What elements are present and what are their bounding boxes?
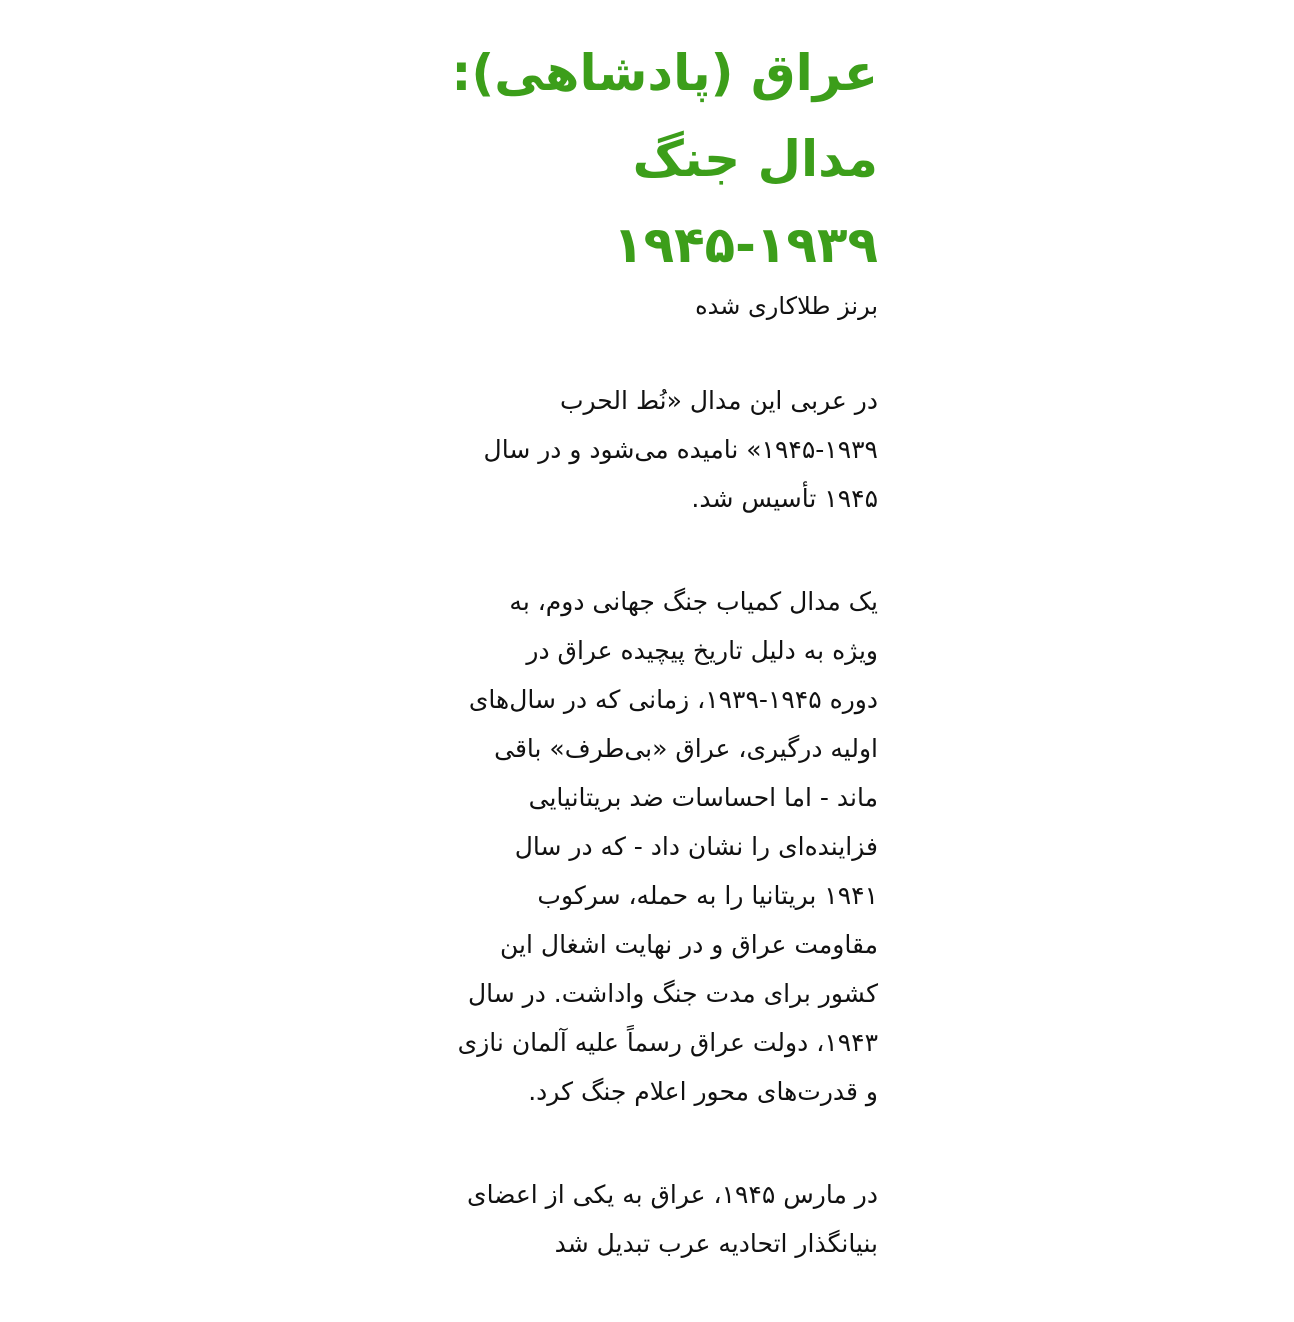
text-line: در مارس ۱۹۴۵، عراق به یکی از اعضای xyxy=(467,1180,878,1209)
paragraph-arab-league xyxy=(426,1170,878,1268)
text-line: ویژه به دلیل تاریخ پیچیده عراق در xyxy=(526,636,878,665)
paragraph-history xyxy=(426,577,878,1116)
text-line: یک مدال کمیاب جنگ جهانی دوم، به xyxy=(509,587,878,616)
article xyxy=(426,30,878,1322)
paragraph-arabic-name xyxy=(426,376,878,523)
text-line: ۱۹۴۱ بریتانیا را به حمله، سرکوب xyxy=(537,881,878,910)
text-line: در عربی این مدال «نُط الحرب xyxy=(559,386,878,415)
text-line: ۱۹۴۵-۱۹۳۹» نامیده می‌شود و در سال xyxy=(483,435,878,464)
text-line: فزاینده‌ای را نشان داد - که در سال xyxy=(514,832,878,861)
title-line-medal: مدال جنگ xyxy=(632,130,878,188)
text-line: ۱۹۴۵ تأسیس شد. xyxy=(691,484,878,513)
page-title xyxy=(426,30,878,288)
text-line: و قدرت‌های محور اعلام جنگ کرد. xyxy=(528,1077,878,1106)
material-subtitle: برنز طلاکاری شده xyxy=(695,292,878,320)
title-line-country: عراق (پادشاهی): xyxy=(451,44,878,102)
text-line: بنیانگذار اتحادیه عرب تبدیل شد xyxy=(554,1229,878,1258)
text-line: مقاومت عراق و در نهایت اشغال این xyxy=(500,930,878,959)
text-line: ماند - اما احساسات ضد بریتانیایی xyxy=(528,783,878,812)
text-line: کشور برای مدت جنگ واداشت. در سال xyxy=(467,979,878,1008)
text-line: دوره ۱۹۴۵-۱۹۳۹، زمانی که در سال‌های xyxy=(468,685,878,714)
title-line-years: ۱۹۴۵-۱۹۳۹ xyxy=(613,216,878,274)
text-line: اولیه درگیری، عراق «بی‌طرف» باقی xyxy=(494,734,878,763)
text-line: ۱۹۴۳، دولت عراق رسماً علیه آلمان نازی xyxy=(457,1028,878,1057)
